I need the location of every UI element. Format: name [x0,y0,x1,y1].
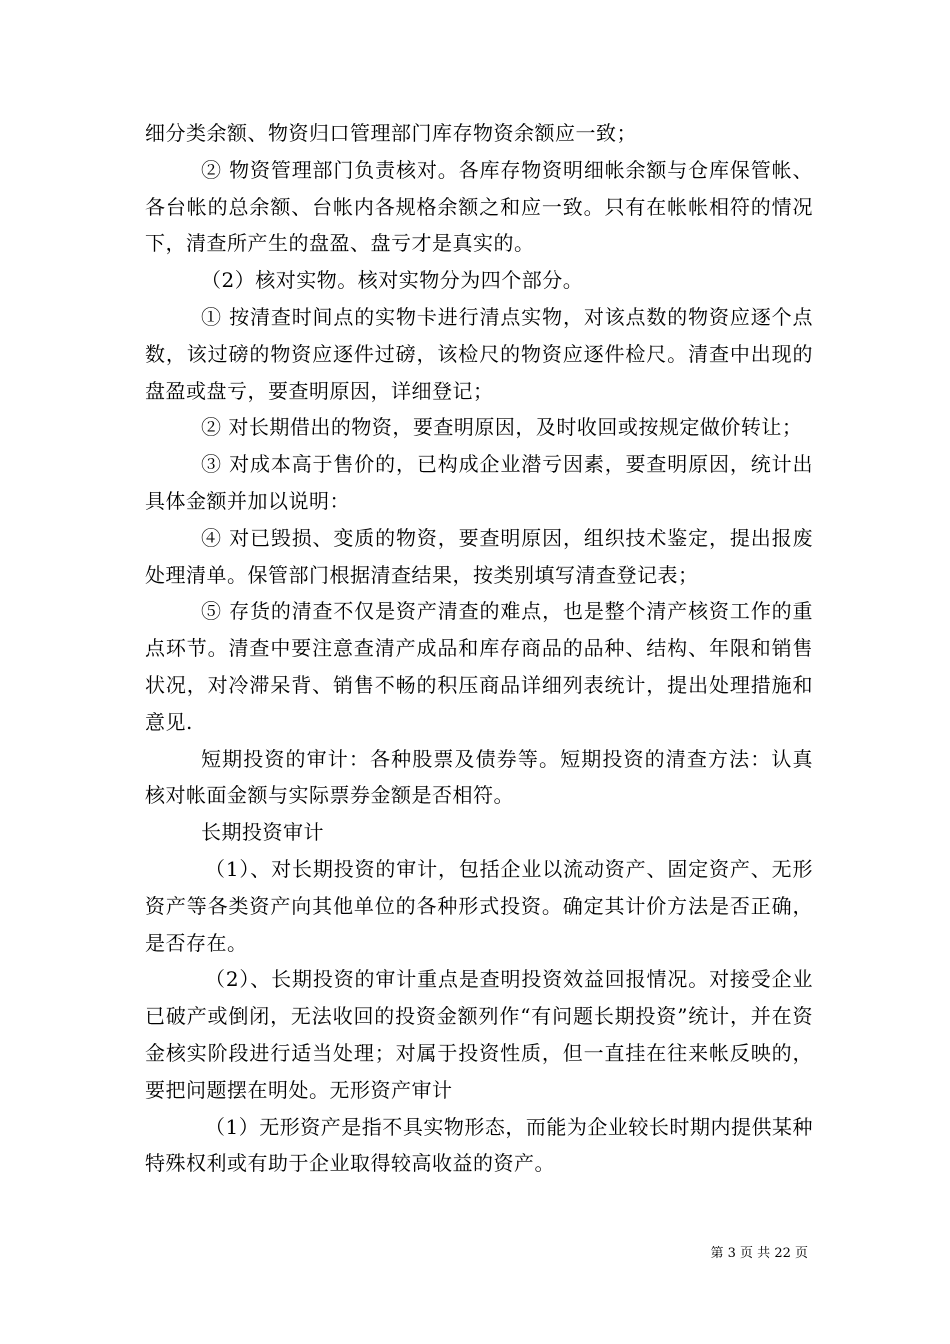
paragraph-10: 长期投资审计 [201,820,324,845]
paragraph-8: ⑤ 存货的清查不仅是资产清查的难点，也是整个清产核资工作的重点环节。清查中要注意查清产成品和库存商品的品种、结构、年限和销售状况，对冷滞呆背、销售不畅的积压商品详细列表统计，提出处理措施和意见. [145,599,813,734]
paragraph-2: ② 物资管理部门负责核对。各库存物资明细帐余额与仓库保管帐、各台帐的总余额、台帐内各规格余额之和应一致。只有在帐帐相符的情况下，清查所产生的盘盈、盘亏才是真实的。 [145,157,813,256]
paragraph-1: 细分类余额、物资归口管理部门库存物资余额应一致； [145,121,637,145]
paragraph-9: 短期投资的审计：各种股票及债券等。短期投资的清查方法：认真核对帐面金额与实际票券金额是否相符。 [145,746,813,808]
paragraph-13: （1）无形资产是指不具实物形态，而能为企业较长时期内提供某种特殊权利或有助于企业取得较高收益的资产。 [145,1114,813,1176]
page-number-footer: 第 3 页 共 22 页 [710,1246,808,1261]
document-body [145,115,813,1182]
paragraph-3: （2）核对实物。核对实物分为四个部分。 [201,268,584,293]
paragraph-4: ① 按清查时间点的实物卡进行清点实物，对该点数的物资应逐个点数，该过磅的物资应逐件过磅，该检尺的物资应逐件检尺。清查中出现的盘盈或盘亏，要查明原因，详细登记； [145,304,813,403]
paragraph-7: ④ 对已毁损、变质的物资，要查明原因，组织技术鉴定，提出报废处理清单。保管部门根据清查结果，按类别填写清查登记表； [145,525,813,587]
paragraph-5: ② 对长期借出的物资，要查明原因，及时收回或按规定做价转让； [201,415,803,440]
paragraph-6: ③ 对成本高于售价的，已构成企业潜亏因素，要查明原因，统计出具体金额并加以说明： [145,452,813,513]
paragraph-12: （2）、长期投资的审计重点是查明投资效益回报情况。对接受企业已破产或倒闭，无法收回的投资金额列作“有问题长期投资”统计，并在资金核实阶段进行适当处理；对属于投资性质，但一直挂在往来帐反映的，要把问题摆在明处。无形资产审计 [145,967,813,1102]
paragraph-11: （1）、对长期投资的审计，包括企业以流动资产、固定资产、无形资产等各类资产向其他单位的各种形式投资。确定其计价方法是否正确，是否存在。 [145,856,813,955]
